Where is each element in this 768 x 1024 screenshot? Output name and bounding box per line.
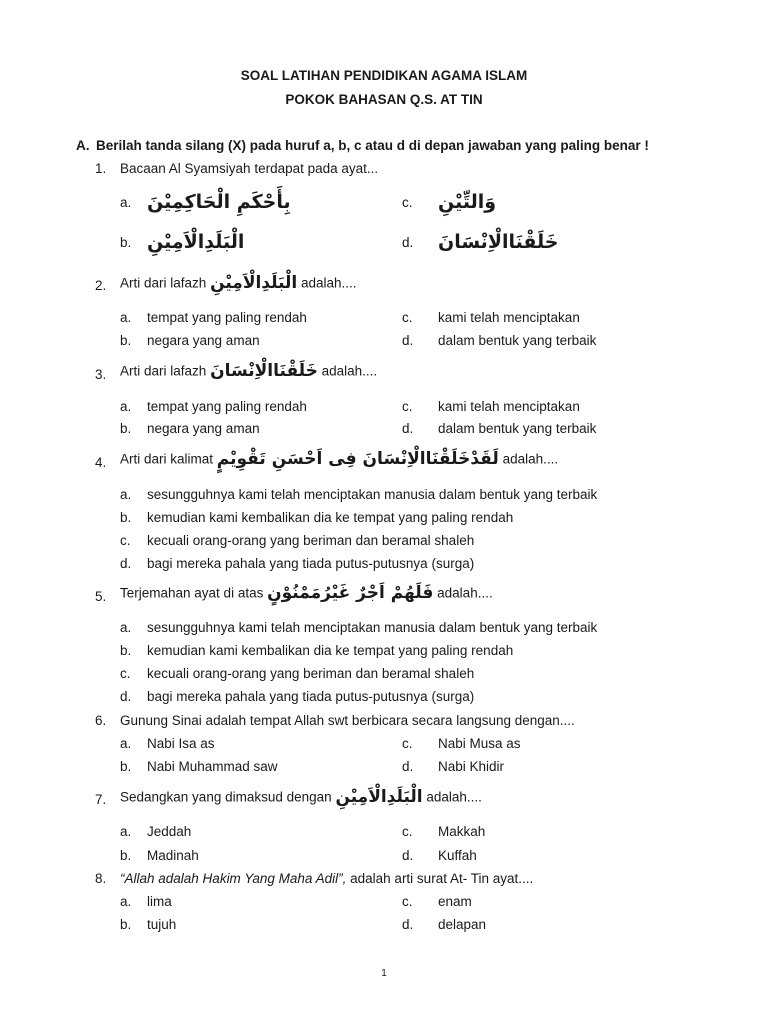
section-instruction [76,138,649,153]
option-label: d. [120,556,132,571]
option-label: c. [402,894,413,909]
option-text: kami telah menciptakan [438,399,580,414]
option-text: Kuffah [438,848,477,863]
option-text: Makkah [438,824,486,839]
question-text [120,448,558,470]
question-text [120,360,377,382]
question-text [120,272,357,294]
option-label: a. [120,310,132,325]
option-text: kecuali orang-orang yang beriman dan beramal shaleh [147,533,475,548]
option-label: b. [120,643,132,658]
question-arabic: الْبَلَدِالْاَمِيْنِ [335,787,423,807]
option-label: c. [120,666,131,681]
option-label: b. [120,917,132,932]
instruction-text: Berilah tanda silang (X) pada huruf a, b, c atau d di depan jawaban yang paling benar ! [96,138,649,153]
option-text: Nabi Muhammad saw [147,759,278,774]
option-label: c. [402,399,413,414]
question-number: 5. [95,589,107,604]
option-text: Nabi Isa as [147,736,215,751]
option-label: d. [402,917,414,932]
option-label: a. [120,399,132,414]
option-text: tempat yang paling rendah [147,310,307,325]
option-text: sesungguhnya kami telah menciptakan manusia dalam bentuk yang terbaik [147,620,598,635]
option-text: negara yang aman [147,333,260,348]
option-arabic: بِأَحْكَمِ الْحَاكِمِيْنَ [147,191,291,213]
question-post: adalah.... [426,789,482,805]
option-text: kecuali orang-orang yang beriman dan beramal shaleh [147,666,475,681]
question-text [120,786,482,808]
question-number: 3. [95,367,107,382]
option-label: c. [402,824,413,839]
question-text: Bacaan Al Syamsiyah terdapat pada ayat... [120,161,379,176]
question-number: 4. [95,455,107,470]
question-number: 7. [95,792,107,807]
option-text: bagi mereka pahala yang tiada putus-putusnya (surga) [147,556,475,571]
option-label: b. [120,333,132,348]
option-label: a. [120,736,132,751]
option-text: dalam bentuk yang terbaik [438,421,597,436]
question-number: 8. [95,871,107,886]
question-post: adalah.... [321,363,378,379]
option-label: b. [120,759,132,774]
question-arabic: خَلَقْنَاالْاِنْسَانَ [210,361,318,381]
option-text: negara yang aman [147,421,260,436]
option-label: b. [120,235,132,250]
option-text: tujuh [147,917,177,932]
option-text: delapan [438,917,487,932]
option-label: a. [120,195,132,210]
option-label: c. [402,195,413,210]
option-label: b. [120,421,132,436]
question-post: adalah.... [301,275,357,291]
option-label: c. [402,736,413,751]
option-label: b. [120,510,132,525]
option-label: d. [402,421,414,436]
question-text [120,870,533,888]
option-label: a. [120,894,132,909]
question-text: Gunung Sinai adalah tempat Allah swt berbicara secara langsung dengan.... [120,713,575,728]
option-label: d. [402,333,414,348]
option-text: Nabi Khidir [438,759,505,774]
option-label: d. [402,848,414,863]
question-arabic: لَقَدْخَلَقْنَاالْاِنْسَانَ فِى اَحْسَنِ تَقْوِيْمٍ [216,449,499,469]
page-subtitle: POKOK BAHASAN Q.S. AT TIN [285,92,483,107]
option-label: a. [120,824,132,839]
option-text: tempat yang paling rendah [147,399,307,414]
question-arabic: الْبَلَدِالْاَمِيْنِ [210,273,298,293]
option-arabic: الْبَلَدِالْاَمِيْنِ [147,231,245,253]
option-label: c. [120,533,131,548]
option-text: Nabi Musa as [438,736,521,751]
option-label: a. [120,487,132,502]
question-pre: Terjemahan ayat di atas [120,585,264,601]
option-label: c. [402,310,413,325]
page-number: 1 [381,968,387,979]
question-post: adalah.... [437,585,493,601]
question-number: 1. [95,161,107,176]
option-text: dalam bentuk yang terbaik [438,333,597,348]
option-arabic: خَلَقْنَاالْاِنْسَانَ [438,231,559,253]
question-quote: “Allah adalah Hakim Yang Maha Adil”, [120,871,347,886]
question-post: adalah arti surat At- Tin ayat.... [350,871,534,886]
option-text: enam [438,894,472,909]
option-text: kemudian kami kembalikan dia ke tempat yang paling rendah [147,510,514,525]
option-text: lima [147,894,172,909]
section-letter: A. [76,138,90,153]
option-arabic: وَالتِّيْنِ [438,191,497,213]
question-pre: Arti dari lafazh [120,363,207,379]
option-text: Jeddah [147,824,192,839]
option-label: d. [120,689,132,704]
option-text: sesungguhnya kami telah menciptakan manusia dalam bentuk yang terbaik [147,487,598,502]
option-text: bagi mereka pahala yang tiada putus-putusnya (surga) [147,689,475,704]
question-number: 2. [95,278,107,293]
page-title: SOAL LATIHAN PENDIDIKAN AGAMA ISLAM [240,68,528,83]
question-post: adalah.... [502,451,559,467]
question-number: 6. [95,713,107,728]
option-label: d. [402,235,414,250]
question-text [120,582,493,604]
question-pre: Arti dari lafazh [120,275,207,291]
option-label: a. [120,620,132,635]
option-text: Madinah [147,848,199,863]
question-pre: Arti dari kalimat [120,451,214,467]
question-pre: Sedangkan yang dimaksud dengan [120,789,332,805]
option-label: d. [402,759,414,774]
question-arabic: فَلَهُمْ اَجْرٌ غَيْرُمَمْنُوْنٍ [267,583,434,603]
option-text: kemudian kami kembalikan dia ke tempat yang paling rendah [147,643,514,658]
option-label: b. [120,848,132,863]
option-text: kami telah menciptakan [438,310,580,325]
